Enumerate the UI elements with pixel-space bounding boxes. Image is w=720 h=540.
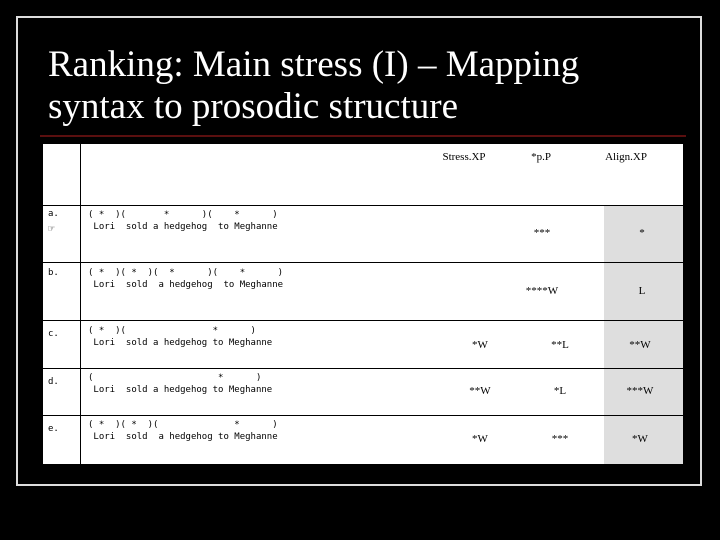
- violation-align-xp: *: [639, 227, 645, 239]
- col-divider: [80, 143, 81, 465]
- violation-pp: ***: [533, 227, 551, 239]
- row-label: d.: [48, 377, 59, 387]
- violation-pp: *L: [553, 385, 567, 397]
- candidate-words: Lori sold a hedgehog to Meghanne: [88, 222, 278, 232]
- candidate-words: Lori sold a hedgehog to Meghanne: [88, 385, 273, 395]
- row-divider: [42, 262, 684, 263]
- col-divider: [42, 143, 43, 465]
- row-divider: [42, 205, 684, 206]
- candidate-words: Lori sold a hedgehog to Meghanne: [88, 280, 284, 290]
- candidate-bracketing: ( * )( * )( * )( * ): [88, 268, 284, 278]
- title-line-2: syntax to prosodic structure: [48, 86, 458, 127]
- violation-stress-xp: *W: [472, 339, 488, 351]
- row-divider: [42, 464, 684, 465]
- row-divider: [42, 143, 684, 144]
- violation-align-xp: **W: [629, 339, 651, 351]
- row-divider: [42, 368, 684, 369]
- title-line-1: Ranking: Main stress (I) – Mapping: [48, 44, 580, 85]
- header-align-xp: Align.XP: [605, 151, 647, 163]
- candidate-words: Lori sold a hedgehog to Meghanne: [88, 432, 278, 442]
- violation-stress-xp: *W: [472, 433, 488, 445]
- header-stress-xp: Stress.XP: [442, 151, 486, 163]
- row-divider: [42, 320, 684, 321]
- candidate-bracketing: ( * )( * )( * ): [88, 210, 278, 220]
- violation-align-xp: *W: [632, 433, 648, 445]
- candidate-words: Lori sold a hedgehog to Meghanne: [88, 338, 273, 348]
- row-label: a.: [48, 209, 59, 219]
- candidate-bracketing: ( * ): [88, 373, 262, 383]
- candidate-bracketing: ( * )( * ): [88, 326, 256, 336]
- violation-pp: ****W: [525, 285, 559, 297]
- candidate-bracketing: ( * )( * )( * ): [88, 420, 278, 430]
- violation-pp: ***: [551, 433, 569, 445]
- violation-align-xp: L: [638, 285, 646, 297]
- col-divider: [683, 143, 684, 465]
- row-label: b.: [48, 268, 59, 278]
- header-pp: *p.P: [531, 151, 551, 163]
- shaded-column: [604, 205, 684, 465]
- violation-align-xp: ***W: [626, 385, 654, 397]
- slide-title: [48, 44, 688, 128]
- winner-hand-icon: ☞: [48, 222, 55, 235]
- violation-pp: **L: [551, 339, 569, 351]
- tableau: [42, 143, 684, 465]
- title-divider: [40, 135, 686, 137]
- violation-stress-xp: **W: [469, 385, 491, 397]
- row-label: c.: [48, 329, 59, 339]
- row-divider: [42, 415, 684, 416]
- row-label: e.: [48, 424, 59, 434]
